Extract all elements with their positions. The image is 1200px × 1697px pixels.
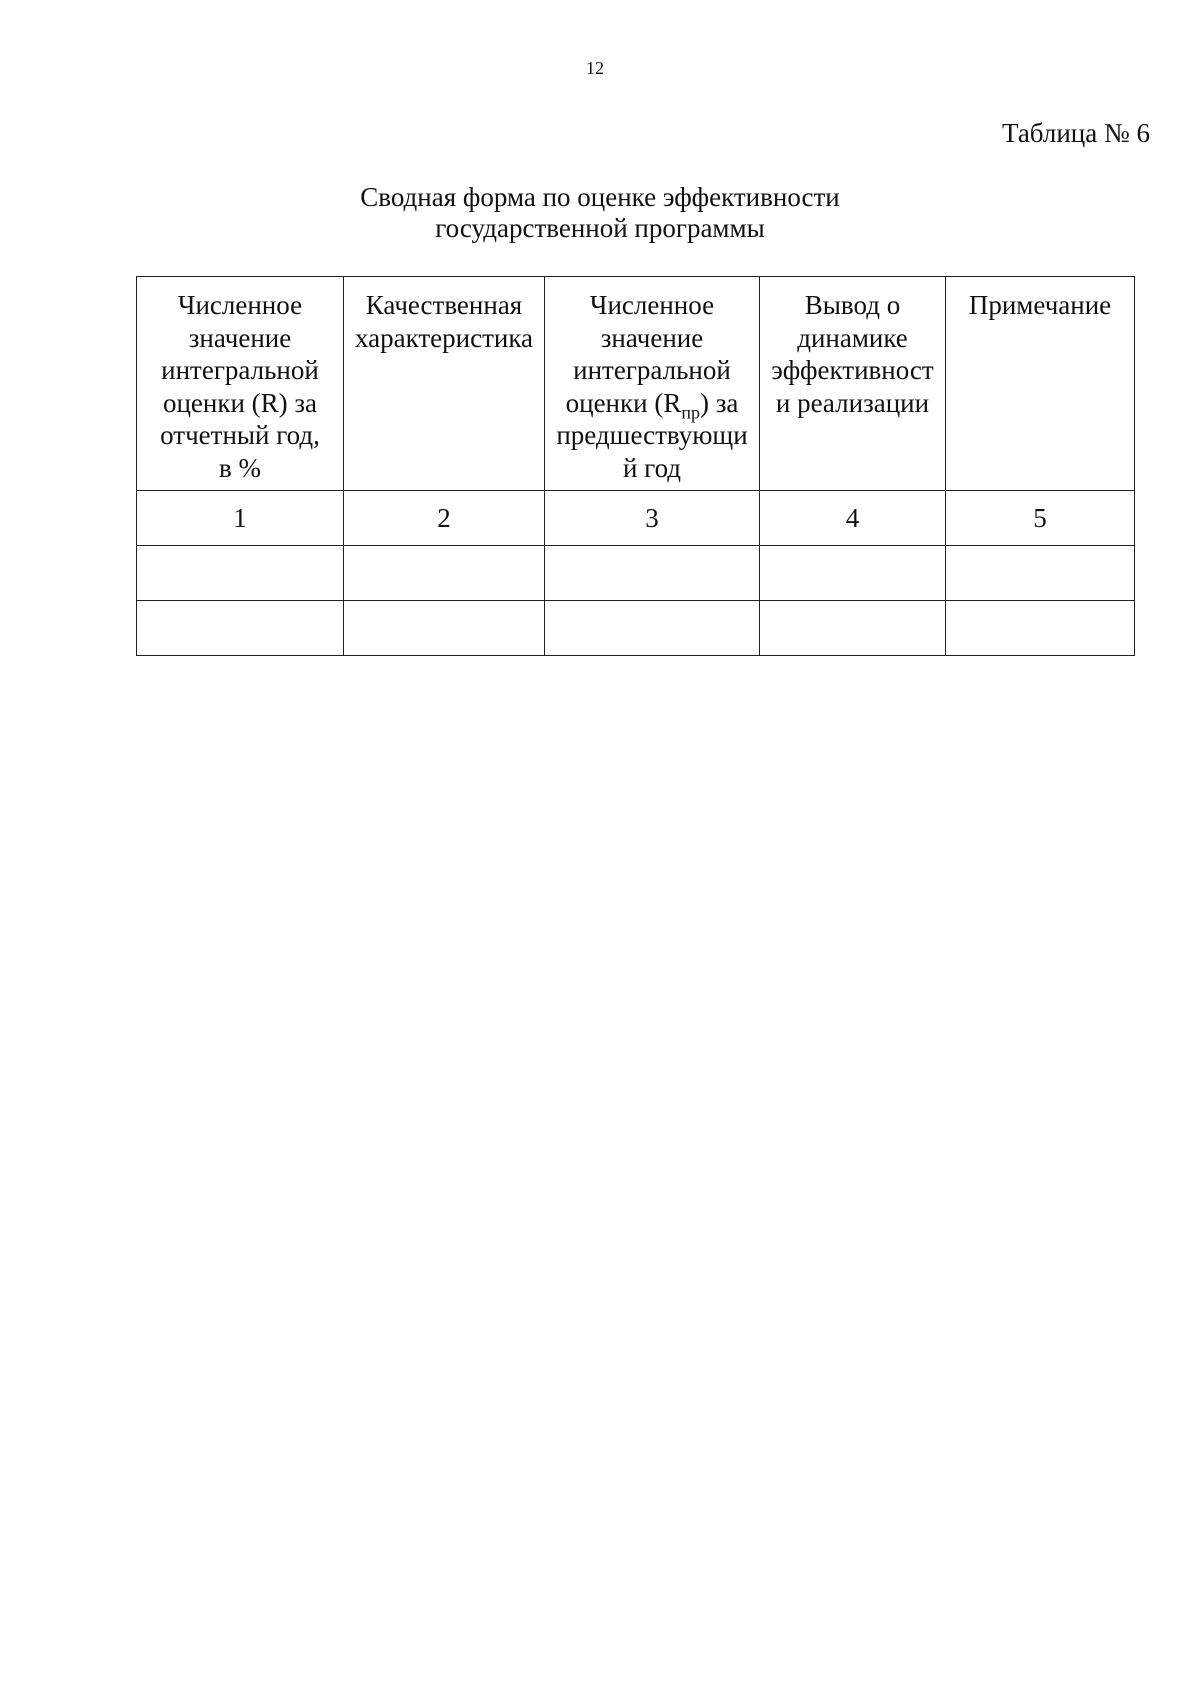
header-cell-previous-score: [545, 277, 760, 491]
header-line: характеристика: [354, 322, 534, 353]
header-line: интегральной: [573, 355, 731, 385]
header-line: динамике: [797, 322, 908, 353]
header-cell-note: [946, 277, 1135, 491]
table-cell: [545, 546, 760, 601]
column-number: 5: [946, 491, 1135, 546]
table-header-row: [137, 277, 1135, 491]
column-number: 1: [137, 491, 344, 546]
header-cell-integral-score: [137, 277, 344, 491]
header-line: [549, 387, 755, 420]
header-line: отчетный год,: [160, 420, 320, 450]
table-cell: [545, 601, 760, 656]
form-title-line-2: государственной программы: [435, 213, 765, 243]
header-line: и реализации: [775, 387, 930, 418]
header-line: й год: [622, 452, 682, 483]
header-line: интегральной: [161, 355, 319, 385]
subscript: пр: [681, 401, 700, 422]
summary-table: [136, 276, 1135, 656]
table-cell: [344, 601, 545, 656]
header-line: эффективност: [771, 355, 934, 385]
header-line: предшествующи: [556, 420, 748, 450]
header-line: Вывод о: [804, 290, 901, 320]
table-row: [137, 601, 1135, 656]
table-row: [137, 546, 1135, 601]
header-line: в %: [219, 452, 261, 483]
table-cell: [760, 546, 946, 601]
form-title-line-1: Сводная форма по оценке эффективности: [360, 182, 840, 212]
table-cell: [137, 546, 344, 601]
table-cell: [946, 546, 1135, 601]
header-text: оценки (R: [565, 387, 682, 418]
header-line: Численное: [177, 290, 303, 320]
header-line: Численное: [589, 290, 715, 320]
table-cell: [137, 601, 344, 656]
column-number-row: [137, 491, 1135, 546]
header-line: значение: [188, 322, 292, 353]
form-title: [300, 182, 900, 244]
header-line: значение: [600, 322, 704, 353]
header-line: Примечание: [968, 290, 1112, 320]
header-line: Качественная: [365, 290, 523, 320]
table-cell: [760, 601, 946, 656]
column-number: 4: [760, 491, 946, 546]
column-number: 3: [545, 491, 760, 546]
column-number: 2: [344, 491, 545, 546]
header-cell-qualitative: [344, 277, 545, 491]
header-cell-conclusion: [760, 277, 946, 491]
table-label: Таблица № 6: [1002, 118, 1150, 148]
page-number: 12: [586, 58, 604, 78]
header-text: ) за: [699, 387, 739, 418]
header-line: оценки (R) за: [162, 387, 318, 418]
table-cell: [946, 601, 1135, 656]
table-cell: [344, 546, 545, 601]
